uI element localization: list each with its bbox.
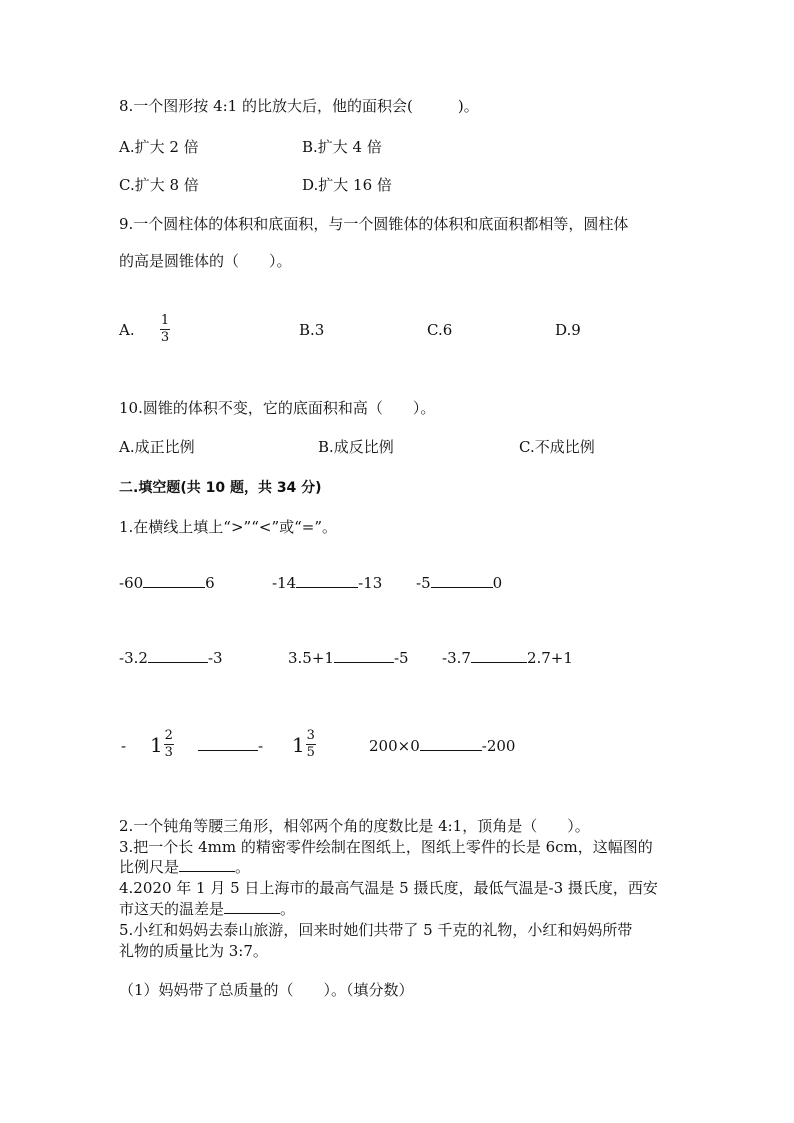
compare-item	[119, 573, 215, 593]
compare-right: 0	[492, 574, 503, 592]
answer-blank[interactable]	[420, 736, 482, 751]
compare-left: 3.5+1	[288, 649, 334, 667]
q8-option-c: C.扩大 8 倍	[119, 176, 199, 194]
answer-blank[interactable]	[471, 648, 527, 663]
q9-option-c: C.6	[427, 321, 453, 339]
compare-left: -14	[272, 574, 297, 592]
fill2-stem: 2.一个钝角等腰三角形，相邻两个角的度数比是 4:1，顶角是（ ）。	[119, 817, 590, 835]
compare-left: -3.7	[442, 649, 471, 667]
compare-right: -13	[358, 574, 383, 592]
compare-item	[119, 648, 223, 668]
fill5-sub1: （1）妈妈带了总质量的（ ）。（填分数）	[119, 981, 414, 999]
fraction-numerator: 1	[160, 313, 170, 328]
answer-blank[interactable]	[224, 899, 280, 914]
q9-stem-line2: 的高是圆锥体的（ ）。	[119, 252, 292, 270]
answer-blank[interactable]	[143, 573, 205, 588]
q10-option-a: A.成正比例	[119, 438, 195, 456]
mixed-fraction	[306, 729, 316, 760]
answer-blank[interactable]	[148, 648, 208, 663]
fill1-stem: 1.在横线上填上“>”“<”或“=”。	[119, 518, 338, 536]
compare-right: -200	[481, 737, 516, 755]
q10-option-c: C.不成比例	[519, 438, 595, 456]
minus-sign: -	[121, 737, 127, 755]
fraction-numerator: 3	[306, 728, 315, 743]
fill4-period: 。	[280, 900, 296, 918]
q9-option-a-label: A.	[119, 321, 135, 339]
q10-stem: 10.圆锥的体积不变，它的底面积和高（ ）。	[119, 399, 436, 417]
fill3-line1: 3.把一个长 4mm 的精密零件绘制在图纸上，图纸上零件的长是 6cm，这幅图的	[119, 838, 653, 856]
q8-stem: 8.一个图形按 4:1 的比放大后，他的面积会( )。	[119, 97, 479, 115]
answer-blank[interactable]	[179, 857, 235, 872]
answer-blank[interactable]	[296, 573, 358, 588]
answer-blank[interactable]	[198, 736, 258, 751]
fill3-text: 比例尺是	[119, 858, 180, 876]
q8-option-d: D.扩大 16 倍	[302, 176, 392, 194]
compare-right: 6	[205, 574, 215, 592]
compare-item	[442, 648, 573, 668]
compare-item	[416, 573, 502, 593]
compare-item	[272, 573, 382, 593]
q9-option-d: D.9	[555, 321, 581, 339]
q8-option-b: B.扩大 4 倍	[302, 138, 382, 156]
q9-option-b: B.3	[299, 321, 325, 339]
fraction-denominator: 3	[160, 330, 170, 345]
compare-left: 200×0	[369, 737, 420, 755]
compare-right: -3	[207, 649, 223, 667]
q8-option-a: A.扩大 2 倍	[119, 138, 199, 156]
fill5-line1: 5.小红和妈妈去泰山旅游，回来时她们共带了 5 千克的礼物，小红和妈妈所带	[119, 921, 633, 939]
compare-item	[288, 648, 409, 668]
fill5-line2: 礼物的质量比为 3:7。	[119, 942, 268, 960]
compare-right: 2.7+1	[526, 649, 573, 667]
compare-item	[198, 736, 263, 756]
fraction-numerator: 2	[164, 728, 173, 743]
q9-stem-line1: 9.一个圆柱体的体积和底面积，与一个圆锥体的体积和底面积都相等，圆柱体	[119, 215, 629, 233]
compare-left: -3.2	[119, 649, 148, 667]
section-title: 二.填空题(共 10 题，共 34 分)	[119, 480, 322, 496]
mixed-whole: 1	[292, 732, 305, 757]
fraction-denominator: 3	[164, 745, 173, 760]
minus-sign: -	[258, 737, 264, 755]
q10-option-b: B.成反比例	[318, 438, 394, 456]
fill4-text: 市这天的温差是	[119, 900, 225, 918]
compare-right: -5	[393, 649, 409, 667]
mixed-number	[292, 729, 316, 760]
compare-left: -5	[416, 574, 431, 592]
fill3-line2	[119, 857, 250, 877]
mixed-whole: 1	[150, 732, 163, 757]
fill3-period: 。	[235, 858, 251, 876]
compare-left: -60	[119, 574, 144, 592]
mixed-number	[150, 729, 174, 760]
answer-blank[interactable]	[334, 648, 394, 663]
mixed-fraction	[164, 729, 174, 760]
fill4-line2	[119, 899, 295, 919]
compare-item	[369, 736, 515, 756]
answer-blank[interactable]	[431, 573, 493, 588]
fill4-line1: 4.2020 年 1 月 5 日上海市的最高气温是 5 摄氏度，最低气温是-3 摄氏度，西安	[119, 879, 658, 897]
q9-option-a-fraction	[160, 314, 170, 345]
fraction-denominator: 5	[306, 745, 315, 760]
